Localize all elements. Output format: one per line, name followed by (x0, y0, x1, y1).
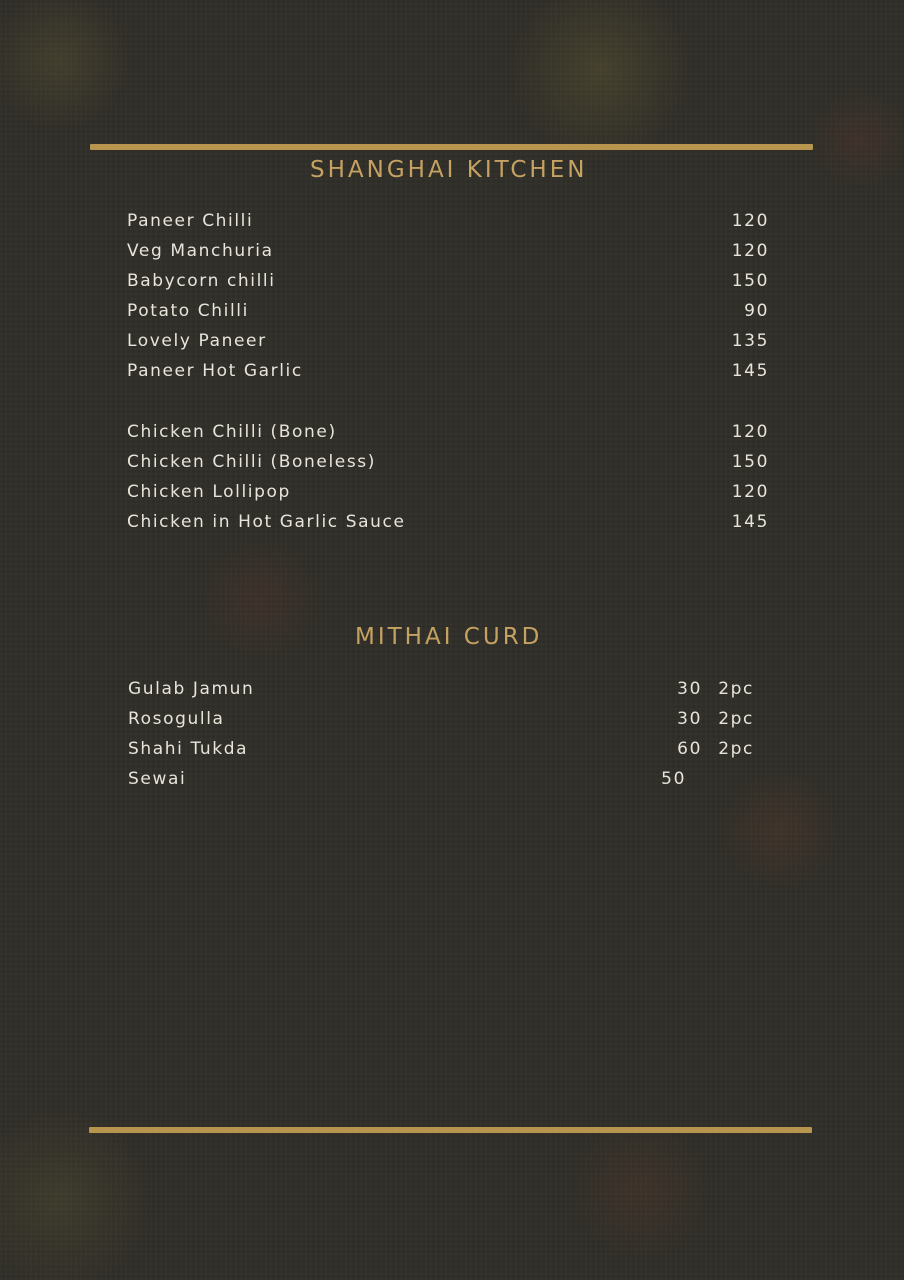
menu-item (128, 764, 758, 794)
top-divider (90, 144, 813, 150)
item-price: 50 (661, 769, 686, 789)
item-name: Potato Chilli (127, 301, 249, 321)
item-name: Paneer Hot Garlic (127, 361, 303, 381)
item-price: 120 (731, 211, 769, 231)
item-name: Chicken Lollipop (127, 482, 291, 502)
menu-item (127, 236, 769, 266)
menu-item (127, 417, 769, 447)
item-quantity: 2pc (718, 739, 754, 759)
item-name: Rosogulla (128, 709, 225, 729)
item-price: 145 (731, 512, 769, 532)
menu-item (127, 326, 769, 356)
item-name: Chicken Chilli (Bone) (127, 422, 337, 442)
item-name: Gulab Jamun (128, 679, 255, 699)
menu-item (128, 704, 758, 734)
item-price: 60 (677, 739, 702, 759)
item-name: Sewai (128, 769, 187, 789)
item-price: 150 (731, 452, 769, 472)
item-price: 120 (731, 422, 769, 442)
item-name: Lovely Paneer (127, 331, 267, 351)
mithai-items-list (128, 674, 758, 794)
item-name: Babycorn chilli (127, 271, 276, 291)
item-name: Paneer Chilli (127, 211, 254, 231)
item-name: Chicken Chilli (Boneless) (127, 452, 376, 472)
item-quantity: 2pc (718, 679, 754, 699)
item-price: 135 (731, 331, 769, 351)
veg-items-list (127, 206, 769, 386)
menu-item (127, 296, 769, 326)
menu-item (128, 734, 758, 764)
item-price: 120 (731, 482, 769, 502)
item-quantity: 2pc (718, 709, 754, 729)
menu-item (127, 356, 769, 386)
menu-item (128, 674, 758, 704)
section-title-mithai-curd: MITHAI CURD (355, 624, 543, 650)
item-name: Chicken in Hot Garlic Sauce (127, 512, 406, 532)
item-price: 90 (744, 301, 769, 321)
section-title-shanghai-kitchen: SHANGHAI KITCHEN (310, 157, 588, 183)
item-price: 145 (731, 361, 769, 381)
menu-item (127, 206, 769, 236)
menu-item (127, 507, 769, 537)
item-price: 30 (677, 709, 702, 729)
item-price: 150 (731, 271, 769, 291)
item-name: Shahi Tukda (128, 739, 249, 759)
chicken-items-list (127, 417, 769, 537)
item-price: 30 (677, 679, 702, 699)
item-price: 120 (731, 241, 769, 261)
bottom-divider (89, 1127, 812, 1133)
menu-item (127, 266, 769, 296)
menu-item (127, 477, 769, 507)
menu-item (127, 447, 769, 477)
item-name: Veg Manchuria (127, 241, 274, 261)
